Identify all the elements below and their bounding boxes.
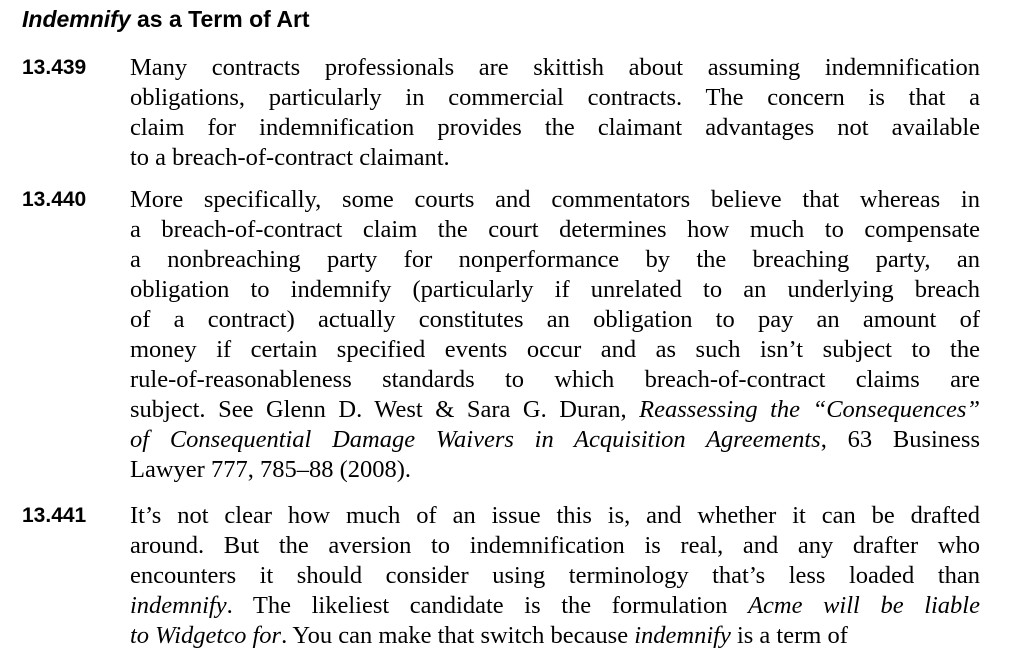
text-line [130,425,980,455]
text-segment: Many contracts professionals are skittish about assuming indemnification [130,54,980,81]
paragraph-number: 13.440 [22,188,87,211]
text-line [130,53,980,83]
text-segment: a breach-of-contract claim the court determines how much to compensate [130,216,980,243]
paragraph-text [130,53,980,173]
text-line [130,365,980,395]
paragraph-text [130,501,980,651]
text-segment: is a term of [730,622,848,649]
text-segment: More specifically, some courts and commentators believe that whereas in [130,186,980,213]
text-line [130,305,980,335]
text-segment: encounters it should consider using terminology that’s less loaded than [130,562,980,589]
paragraph-text [130,185,980,485]
section-heading [22,6,310,33]
text-segment: Lawyer 777, 785–88 (2008). [130,456,412,483]
italic-text: of Consequential Damage Waivers in Acquisition Agreements [130,426,821,453]
text-segment: to a breach-of-contract claimant. [130,144,450,171]
text-line [130,275,980,305]
italic-text: indemnify [130,592,227,619]
text-line [130,395,980,425]
text-segment: obligation to indemnify (particularly if unrelated to an underlying breach [130,276,980,303]
text-segment: . The likeliest candidate is the formulation [226,592,749,619]
paragraph-number: 13.439 [22,56,87,79]
text-segment: rule-of-reasonableness standards to which breach-of-contract claims are [130,366,980,393]
text-segment: It’s not clear how much of an issue this is, and whether it can be drafted [130,502,980,529]
text-line [130,501,980,531]
heading-italic: Indemnify [22,6,131,32]
text-segment: subject. See Glenn D. West & Sara G. Duran, [130,396,640,423]
text-segment: of a contract) actually constitutes an obligation to pay an amount of [130,306,980,333]
text-segment: , 63 Business [820,426,980,453]
text-line [130,335,980,365]
text-line [130,215,980,245]
text-line [130,185,980,215]
text-line [130,591,980,621]
text-line [130,113,980,143]
text-line [130,83,980,113]
text-line [130,561,980,591]
text-line [130,455,980,485]
text-segment: . You can make that switch because [281,622,635,649]
text-line [130,143,980,173]
italic-text: to Widgetco for [130,622,282,649]
text-segment: obligations, particularly in commercial contracts. The concern is that a [130,84,980,111]
italic-text: Reassessing the “Consequences” [639,396,980,423]
italic-text: indemnify [634,622,731,649]
text-segment: money if certain specified events occur and as such isn’t subject to the [130,336,980,363]
text-segment: around. But the aversion to indemnification is real, and any drafter who [130,532,980,559]
text-line [130,531,980,561]
text-line [130,245,980,275]
text-segment: claim for indemnification provides the claimant advantages not available [130,114,980,141]
heading-rest: as a Term of Art [130,6,310,32]
paragraph-number: 13.441 [22,504,87,527]
text-line [130,621,980,651]
text-segment: a nonbreaching party for nonperformance by the breaching party, an [130,246,980,273]
italic-text: Acme will be liable [748,592,980,619]
